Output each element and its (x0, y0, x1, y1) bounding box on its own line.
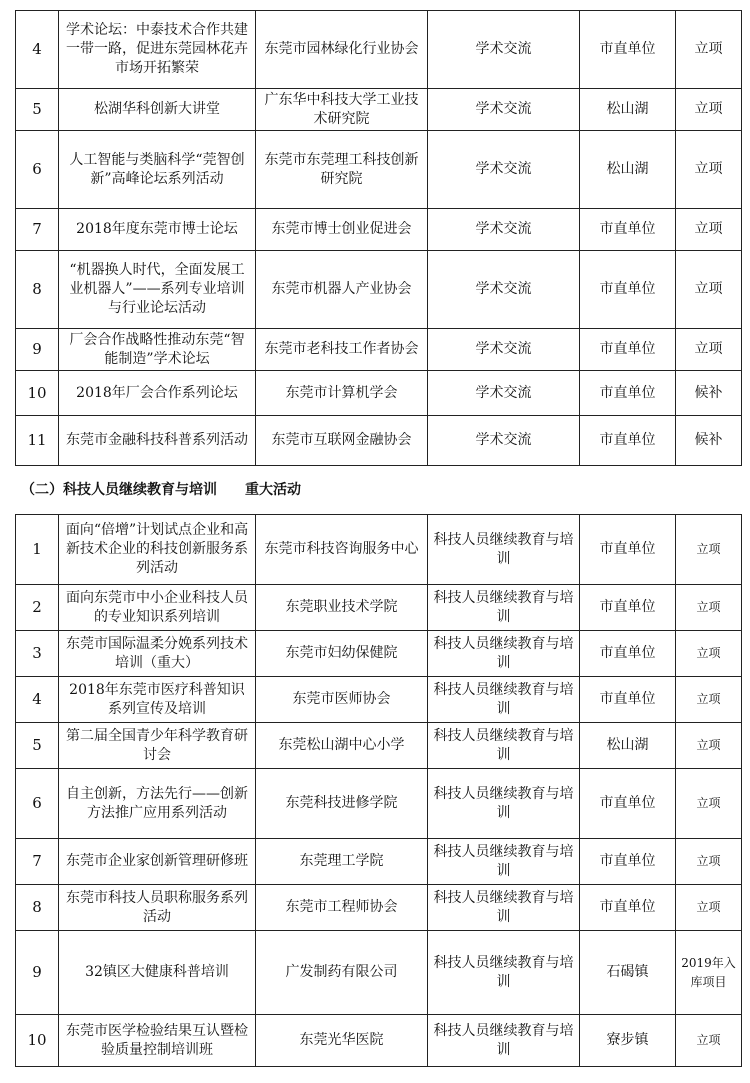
activity-name: 第二届全国青少年科学教育研讨会 (59, 723, 256, 769)
activity-name: 松湖华科创新大讲堂 (59, 89, 256, 131)
organizer: 东莞松山湖中心小学 (256, 723, 428, 769)
organizer: 东莞科技进修学院 (256, 769, 428, 839)
activity-type: 学术交流 (428, 89, 580, 131)
area-unit: 市直单位 (580, 329, 676, 371)
status: 2019年入库项目 (676, 931, 742, 1015)
activity-type: 科技人员继续教育与培训 (428, 585, 580, 631)
row-number: 5 (16, 89, 59, 131)
table-row (16, 515, 742, 585)
activity-name: 东莞市企业家创新管理研修班 (59, 839, 256, 885)
activity-name: 东莞市金融科技科普系列活动 (59, 416, 256, 466)
table-row (16, 11, 742, 89)
status: 立项 (676, 677, 742, 723)
row-number: 1 (16, 515, 59, 585)
activity-name: 2018年厂会合作系列论坛 (59, 371, 256, 416)
section-suffix: 重大活动 (245, 482, 301, 498)
area-unit: 市直单位 (580, 631, 676, 677)
activity-name: 2018年东莞市医疗科普知识系列宣传及培训 (59, 677, 256, 723)
activity-type: 科技人员继续教育与培训 (428, 931, 580, 1015)
section-title: （二）科技人员继续教育与培训 (21, 482, 217, 498)
table-row (16, 677, 742, 723)
activity-type: 学术交流 (428, 251, 580, 329)
activity-type: 学术交流 (428, 209, 580, 251)
row-number: 6 (16, 769, 59, 839)
activity-type: 科技人员继续教育与培训 (428, 1015, 580, 1067)
section-heading (15, 466, 741, 514)
row-number: 8 (16, 885, 59, 931)
area-unit: 市直单位 (580, 11, 676, 89)
row-number: 3 (16, 631, 59, 677)
area-unit: 市直单位 (580, 885, 676, 931)
table-row (16, 631, 742, 677)
organizer: 东莞光华医院 (256, 1015, 428, 1067)
activity-type: 学术交流 (428, 371, 580, 416)
table-row (16, 1015, 742, 1067)
area-unit: 松山湖 (580, 131, 676, 209)
activity-type: 科技人员继续教育与培训 (428, 515, 580, 585)
table-row (16, 89, 742, 131)
organizer: 东莞市医师协会 (256, 677, 428, 723)
area-unit: 市直单位 (580, 585, 676, 631)
status: 立项 (676, 769, 742, 839)
activity-name: 面向“倍增”计划试点企业和高新技术企业的科技创新服务系列活动 (59, 515, 256, 585)
status: 立项 (676, 251, 742, 329)
activity-type: 科技人员继续教育与培训 (428, 723, 580, 769)
area-unit: 市直单位 (580, 839, 676, 885)
activity-name: 面向东莞市中小企业科技人员的专业知识系列培训 (59, 585, 256, 631)
activity-type: 学术交流 (428, 416, 580, 466)
area-unit: 寮步镇 (580, 1015, 676, 1067)
row-number: 10 (16, 371, 59, 416)
row-number: 7 (16, 209, 59, 251)
row-number: 4 (16, 677, 59, 723)
organizer: 东莞市园林绿化行业协会 (256, 11, 428, 89)
activity-type: 科技人员继续教育与培训 (428, 769, 580, 839)
organizer: 东莞理工学院 (256, 839, 428, 885)
organizer: 东莞市计算机学会 (256, 371, 428, 416)
area-unit: 市直单位 (580, 416, 676, 466)
row-number: 5 (16, 723, 59, 769)
table-row (16, 416, 742, 466)
table-row (16, 885, 742, 931)
row-number: 6 (16, 131, 59, 209)
activity-type: 科技人员继续教育与培训 (428, 631, 580, 677)
table-row (16, 131, 742, 209)
activity-type: 学术交流 (428, 131, 580, 209)
status: 立项 (676, 515, 742, 585)
area-unit: 市直单位 (580, 209, 676, 251)
row-number: 11 (16, 416, 59, 466)
activity-type: 科技人员继续教育与培训 (428, 885, 580, 931)
activities-table-1 (15, 10, 742, 466)
status: 立项 (676, 11, 742, 89)
document-page (15, 10, 741, 1067)
table-row (16, 931, 742, 1015)
organizer: 东莞市老科技工作者协会 (256, 329, 428, 371)
status: 立项 (676, 723, 742, 769)
row-number: 2 (16, 585, 59, 631)
activity-name: 东莞市医学检验结果互认暨检验质量控制培训班 (59, 1015, 256, 1067)
row-number: 4 (16, 11, 59, 89)
row-number: 10 (16, 1015, 59, 1067)
organizer: 东莞市东莞理工科技创新研究院 (256, 131, 428, 209)
table-row (16, 329, 742, 371)
activity-name: 人工智能与类脑科学“莞智创新”高峰论坛系列活动 (59, 131, 256, 209)
activity-type: 科技人员继续教育与培训 (428, 677, 580, 723)
status: 立项 (676, 839, 742, 885)
area-unit: 市直单位 (580, 677, 676, 723)
status: 立项 (676, 631, 742, 677)
activity-type: 学术交流 (428, 329, 580, 371)
organizer: 东莞市工程师协会 (256, 885, 428, 931)
activity-name: “机器换人时代，全面发展工业机器人”——系列专业培训与行业论坛活动 (59, 251, 256, 329)
activity-type: 学术交流 (428, 11, 580, 89)
area-unit: 石碣镇 (580, 931, 676, 1015)
status: 立项 (676, 209, 742, 251)
area-unit: 松山湖 (580, 89, 676, 131)
table-row (16, 723, 742, 769)
organizer: 东莞职业技术学院 (256, 585, 428, 631)
row-number: 9 (16, 931, 59, 1015)
table-row (16, 251, 742, 329)
activity-name: 2018年度东莞市博士论坛 (59, 209, 256, 251)
organizer: 东莞市机器人产业协会 (256, 251, 428, 329)
activity-type: 科技人员继续教育与培训 (428, 839, 580, 885)
organizer: 东莞市科技咨询服务中心 (256, 515, 428, 585)
area-unit: 松山湖 (580, 723, 676, 769)
organizer: 广发制药有限公司 (256, 931, 428, 1015)
activity-name: 东莞市科技人员职称服务系列活动 (59, 885, 256, 931)
row-number: 9 (16, 329, 59, 371)
activity-name: 自主创新，方法先行——创新方法推广应用系列活动 (59, 769, 256, 839)
status: 立项 (676, 131, 742, 209)
table-row (16, 769, 742, 839)
activity-name: 东莞市国际温柔分娩系列技术培训（重大） (59, 631, 256, 677)
activity-name: 学术论坛：中泰技术合作共建一带一路，促进东莞园林花卉市场开拓繁荣 (59, 11, 256, 89)
status: 立项 (676, 1015, 742, 1067)
activity-name: 32镇区大健康科普培训 (59, 931, 256, 1015)
area-unit: 市直单位 (580, 371, 676, 416)
row-number: 8 (16, 251, 59, 329)
area-unit: 市直单位 (580, 769, 676, 839)
organizer: 东莞市妇幼保健院 (256, 631, 428, 677)
activity-name: 厂会合作战略性推动东莞“智能制造”学术论坛 (59, 329, 256, 371)
row-number: 7 (16, 839, 59, 885)
organizer: 广东华中科技大学工业技术研究院 (256, 89, 428, 131)
organizer: 东莞市互联网金融协会 (256, 416, 428, 466)
status: 立项 (676, 585, 742, 631)
table-row (16, 585, 742, 631)
status: 立项 (676, 329, 742, 371)
table-row (16, 839, 742, 885)
status: 候补 (676, 416, 742, 466)
area-unit: 市直单位 (580, 515, 676, 585)
area-unit: 市直单位 (580, 251, 676, 329)
table-row (16, 371, 742, 416)
status: 立项 (676, 885, 742, 931)
activities-table-2 (15, 514, 742, 1067)
status: 立项 (676, 89, 742, 131)
organizer: 东莞市博士创业促进会 (256, 209, 428, 251)
status: 候补 (676, 371, 742, 416)
table-row (16, 209, 742, 251)
